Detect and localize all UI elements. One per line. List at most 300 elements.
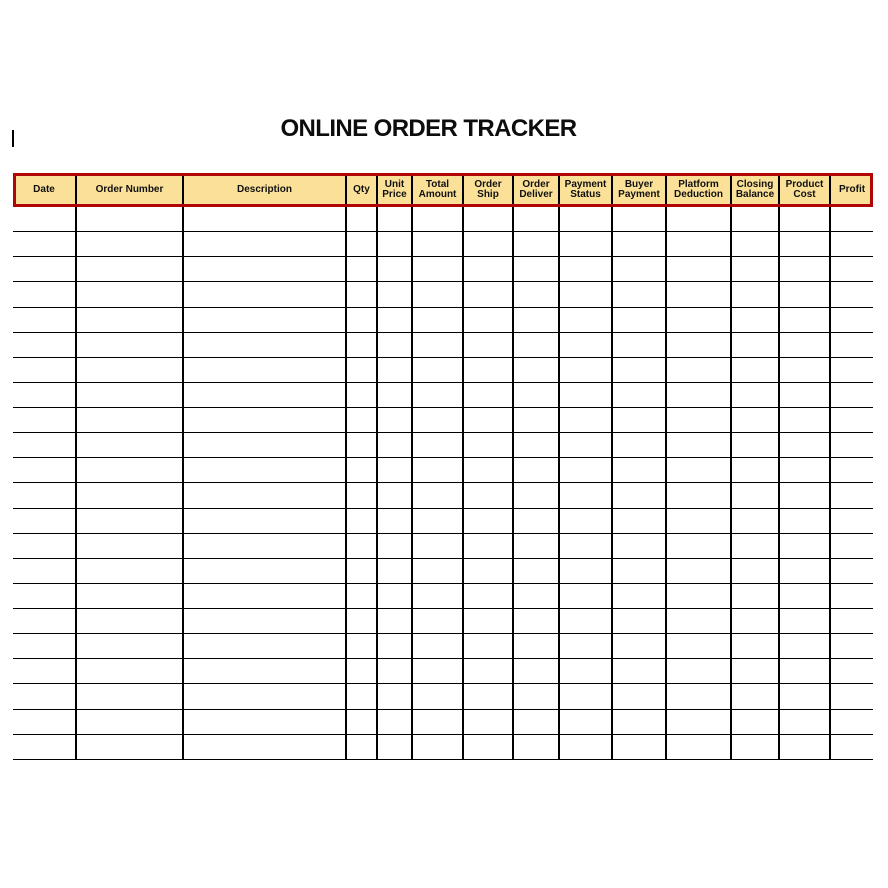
- table-cell[interactable]: [613, 509, 667, 533]
- table-cell[interactable]: [780, 534, 831, 558]
- table-cell[interactable]: [347, 710, 378, 734]
- table-cell[interactable]: [13, 408, 77, 432]
- table-cell[interactable]: [413, 659, 464, 683]
- table-cell[interactable]: [780, 735, 831, 759]
- table-cell[interactable]: [514, 433, 560, 457]
- table-cell[interactable]: [464, 383, 514, 407]
- table-cell[interactable]: [732, 735, 780, 759]
- table-cell[interactable]: [514, 509, 560, 533]
- table-cell[interactable]: [613, 308, 667, 332]
- table-cell[interactable]: [464, 710, 514, 734]
- table-cell[interactable]: [464, 458, 514, 482]
- table-cell[interactable]: [464, 358, 514, 382]
- table-cell[interactable]: [831, 483, 873, 507]
- table-cell[interactable]: [413, 408, 464, 432]
- table-cell[interactable]: [831, 207, 873, 231]
- table-cell[interactable]: [667, 358, 732, 382]
- table-cell[interactable]: [560, 735, 613, 759]
- table-cell[interactable]: [560, 634, 613, 658]
- table-cell[interactable]: [464, 735, 514, 759]
- table-cell[interactable]: [347, 207, 378, 231]
- table-cell[interactable]: [184, 207, 347, 231]
- table-cell[interactable]: [413, 232, 464, 256]
- table-cell[interactable]: [13, 534, 77, 558]
- table-cell[interactable]: [77, 584, 184, 608]
- table-cell[interactable]: [613, 458, 667, 482]
- table-cell[interactable]: [667, 534, 732, 558]
- table-cell[interactable]: [77, 659, 184, 683]
- table-cell[interactable]: [184, 483, 347, 507]
- table-cell[interactable]: [732, 710, 780, 734]
- table-cell[interactable]: [780, 308, 831, 332]
- table-cell[interactable]: [13, 282, 77, 306]
- table-cell[interactable]: [13, 609, 77, 633]
- table-cell[interactable]: [413, 684, 464, 708]
- table-cell[interactable]: [378, 333, 413, 357]
- table-cell[interactable]: [184, 408, 347, 432]
- table-cell[interactable]: [77, 509, 184, 533]
- table-cell[interactable]: [514, 232, 560, 256]
- table-cell[interactable]: [831, 735, 873, 759]
- table-cell[interactable]: [464, 684, 514, 708]
- table-cell[interactable]: [667, 559, 732, 583]
- table-cell[interactable]: [613, 257, 667, 281]
- table-cell[interactable]: [780, 584, 831, 608]
- table-cell[interactable]: [613, 609, 667, 633]
- table-cell[interactable]: [347, 358, 378, 382]
- table-cell[interactable]: [732, 684, 780, 708]
- table-cell[interactable]: [413, 458, 464, 482]
- table-cell[interactable]: [347, 282, 378, 306]
- table-cell[interactable]: [514, 735, 560, 759]
- table-cell[interactable]: [378, 408, 413, 432]
- table-cell[interactable]: [413, 483, 464, 507]
- table-cell[interactable]: [464, 308, 514, 332]
- table-cell[interactable]: [780, 408, 831, 432]
- table-cell[interactable]: [732, 634, 780, 658]
- table-cell[interactable]: [77, 534, 184, 558]
- table-cell[interactable]: [184, 559, 347, 583]
- table-cell[interactable]: [464, 282, 514, 306]
- table-cell[interactable]: [514, 333, 560, 357]
- table-cell[interactable]: [831, 634, 873, 658]
- table-cell[interactable]: [184, 534, 347, 558]
- table-cell[interactable]: [667, 483, 732, 507]
- table-cell[interactable]: [347, 383, 378, 407]
- table-cell[interactable]: [613, 433, 667, 457]
- table-cell[interactable]: [378, 282, 413, 306]
- table-cell[interactable]: [464, 333, 514, 357]
- table-cell[interactable]: [378, 458, 413, 482]
- table-cell[interactable]: [13, 257, 77, 281]
- table-cell[interactable]: [13, 308, 77, 332]
- table-cell[interactable]: [732, 408, 780, 432]
- table-cell[interactable]: [378, 634, 413, 658]
- table-cell[interactable]: [413, 308, 464, 332]
- table-cell[interactable]: [77, 634, 184, 658]
- table-cell[interactable]: [464, 584, 514, 608]
- table-cell[interactable]: [514, 684, 560, 708]
- table-cell[interactable]: [667, 710, 732, 734]
- table-cell[interactable]: [13, 358, 77, 382]
- table-cell[interactable]: [732, 333, 780, 357]
- table-cell[interactable]: [184, 358, 347, 382]
- table-cell[interactable]: [184, 458, 347, 482]
- table-cell[interactable]: [831, 333, 873, 357]
- table-cell[interactable]: [780, 282, 831, 306]
- table-cell[interactable]: [560, 257, 613, 281]
- table-cell[interactable]: [378, 684, 413, 708]
- table-cell[interactable]: [831, 534, 873, 558]
- table-cell[interactable]: [560, 433, 613, 457]
- table-cell[interactable]: [347, 684, 378, 708]
- table-cell[interactable]: [514, 257, 560, 281]
- table-cell[interactable]: [732, 458, 780, 482]
- table-cell[interactable]: [464, 509, 514, 533]
- table-cell[interactable]: [667, 684, 732, 708]
- table-cell[interactable]: [378, 232, 413, 256]
- table-cell[interactable]: [514, 408, 560, 432]
- table-cell[interactable]: [13, 659, 77, 683]
- table-cell[interactable]: [77, 458, 184, 482]
- table-cell[interactable]: [667, 735, 732, 759]
- table-cell[interactable]: [77, 408, 184, 432]
- table-cell[interactable]: [464, 257, 514, 281]
- table-cell[interactable]: [831, 710, 873, 734]
- table-cell[interactable]: [13, 735, 77, 759]
- table-cell[interactable]: [732, 257, 780, 281]
- table-cell[interactable]: [184, 383, 347, 407]
- table-cell[interactable]: [613, 408, 667, 432]
- table-cell[interactable]: [560, 207, 613, 231]
- table-cell[interactable]: [464, 559, 514, 583]
- table-cell[interactable]: [732, 383, 780, 407]
- table-cell[interactable]: [667, 509, 732, 533]
- table-cell[interactable]: [831, 383, 873, 407]
- table-cell[interactable]: [413, 735, 464, 759]
- table-cell[interactable]: [347, 659, 378, 683]
- table-cell[interactable]: [613, 383, 667, 407]
- table-cell[interactable]: [378, 483, 413, 507]
- table-cell[interactable]: [378, 433, 413, 457]
- table-cell[interactable]: [780, 509, 831, 533]
- table-cell[interactable]: [560, 333, 613, 357]
- table-cell[interactable]: [347, 333, 378, 357]
- table-cell[interactable]: [667, 584, 732, 608]
- table-cell[interactable]: [560, 710, 613, 734]
- table-cell[interactable]: [732, 609, 780, 633]
- table-cell[interactable]: [667, 458, 732, 482]
- table-cell[interactable]: [413, 534, 464, 558]
- table-cell[interactable]: [613, 358, 667, 382]
- table-cell[interactable]: [780, 609, 831, 633]
- table-cell[interactable]: [667, 433, 732, 457]
- table-cell[interactable]: [831, 584, 873, 608]
- table-cell[interactable]: [378, 207, 413, 231]
- table-cell[interactable]: [378, 257, 413, 281]
- table-cell[interactable]: [514, 534, 560, 558]
- table-cell[interactable]: [13, 483, 77, 507]
- table-cell[interactable]: [514, 483, 560, 507]
- table-cell[interactable]: [560, 534, 613, 558]
- table-cell[interactable]: [613, 483, 667, 507]
- table-cell[interactable]: [831, 458, 873, 482]
- table-cell[interactable]: [77, 308, 184, 332]
- table-cell[interactable]: [77, 383, 184, 407]
- table-cell[interactable]: [413, 383, 464, 407]
- table-cell[interactable]: [378, 584, 413, 608]
- table-cell[interactable]: [413, 559, 464, 583]
- table-cell[interactable]: [77, 735, 184, 759]
- table-cell[interactable]: [667, 634, 732, 658]
- table-cell[interactable]: [13, 559, 77, 583]
- table-cell[interactable]: [560, 458, 613, 482]
- table-cell[interactable]: [378, 308, 413, 332]
- table-cell[interactable]: [13, 584, 77, 608]
- table-cell[interactable]: [347, 584, 378, 608]
- table-cell[interactable]: [413, 257, 464, 281]
- table-cell[interactable]: [514, 559, 560, 583]
- table-cell[interactable]: [347, 509, 378, 533]
- table-cell[interactable]: [347, 458, 378, 482]
- table-cell[interactable]: [378, 609, 413, 633]
- table-cell[interactable]: [184, 735, 347, 759]
- table-cell[interactable]: [613, 710, 667, 734]
- table-cell[interactable]: [378, 509, 413, 533]
- table-cell[interactable]: [780, 458, 831, 482]
- table-cell[interactable]: [13, 458, 77, 482]
- table-cell[interactable]: [732, 559, 780, 583]
- table-cell[interactable]: [13, 383, 77, 407]
- table-cell[interactable]: [613, 282, 667, 306]
- table-cell[interactable]: [464, 534, 514, 558]
- table-cell[interactable]: [514, 458, 560, 482]
- table-cell[interactable]: [413, 509, 464, 533]
- table-cell[interactable]: [13, 333, 77, 357]
- table-cell[interactable]: [780, 433, 831, 457]
- table-cell[interactable]: [184, 684, 347, 708]
- table-cell[interactable]: [77, 433, 184, 457]
- table-cell[interactable]: [464, 433, 514, 457]
- table-cell[interactable]: [514, 584, 560, 608]
- table-cell[interactable]: [560, 559, 613, 583]
- table-cell[interactable]: [667, 659, 732, 683]
- table-cell[interactable]: [347, 559, 378, 583]
- table-cell[interactable]: [514, 282, 560, 306]
- table-cell[interactable]: [667, 609, 732, 633]
- table-cell[interactable]: [732, 358, 780, 382]
- table-cell[interactable]: [184, 659, 347, 683]
- table-cell[interactable]: [378, 735, 413, 759]
- table-cell[interactable]: [413, 609, 464, 633]
- table-cell[interactable]: [378, 559, 413, 583]
- table-cell[interactable]: [77, 358, 184, 382]
- table-cell[interactable]: [560, 584, 613, 608]
- table-cell[interactable]: [613, 534, 667, 558]
- table-cell[interactable]: [347, 483, 378, 507]
- table-cell[interactable]: [613, 559, 667, 583]
- table-cell[interactable]: [13, 509, 77, 533]
- table-cell[interactable]: [613, 684, 667, 708]
- table-cell[interactable]: [560, 509, 613, 533]
- table-cell[interactable]: [77, 609, 184, 633]
- table-cell[interactable]: [413, 207, 464, 231]
- table-cell[interactable]: [77, 559, 184, 583]
- table-cell[interactable]: [464, 232, 514, 256]
- table-cell[interactable]: [514, 710, 560, 734]
- table-cell[interactable]: [413, 710, 464, 734]
- table-cell[interactable]: [13, 634, 77, 658]
- table-cell[interactable]: [560, 282, 613, 306]
- table-cell[interactable]: [13, 710, 77, 734]
- table-cell[interactable]: [831, 358, 873, 382]
- table-cell[interactable]: [667, 257, 732, 281]
- table-cell[interactable]: [413, 634, 464, 658]
- table-cell[interactable]: [831, 282, 873, 306]
- table-cell[interactable]: [780, 483, 831, 507]
- table-cell[interactable]: [184, 232, 347, 256]
- table-cell[interactable]: [464, 408, 514, 432]
- table-cell[interactable]: [464, 207, 514, 231]
- table-cell[interactable]: [464, 659, 514, 683]
- table-cell[interactable]: [831, 684, 873, 708]
- table-cell[interactable]: [13, 207, 77, 231]
- table-cell[interactable]: [77, 483, 184, 507]
- table-cell[interactable]: [514, 634, 560, 658]
- table-cell[interactable]: [613, 584, 667, 608]
- table-cell[interactable]: [13, 232, 77, 256]
- table-cell[interactable]: [413, 584, 464, 608]
- table-cell[interactable]: [184, 433, 347, 457]
- table-cell[interactable]: [613, 333, 667, 357]
- table-cell[interactable]: [347, 232, 378, 256]
- table-cell[interactable]: [613, 232, 667, 256]
- table-cell[interactable]: [184, 257, 347, 281]
- table-cell[interactable]: [613, 735, 667, 759]
- table-cell[interactable]: [732, 534, 780, 558]
- table-cell[interactable]: [347, 735, 378, 759]
- table-cell[interactable]: [560, 483, 613, 507]
- table-cell[interactable]: [560, 383, 613, 407]
- table-cell[interactable]: [77, 710, 184, 734]
- table-cell[interactable]: [667, 207, 732, 231]
- table-cell[interactable]: [780, 634, 831, 658]
- table-cell[interactable]: [77, 282, 184, 306]
- table-cell[interactable]: [347, 433, 378, 457]
- table-cell[interactable]: [831, 609, 873, 633]
- table-cell[interactable]: [780, 207, 831, 231]
- table-cell[interactable]: [780, 659, 831, 683]
- table-cell[interactable]: [732, 232, 780, 256]
- table-cell[interactable]: [184, 282, 347, 306]
- table-cell[interactable]: [13, 433, 77, 457]
- table-cell[interactable]: [667, 408, 732, 432]
- table-cell[interactable]: [732, 483, 780, 507]
- table-cell[interactable]: [184, 710, 347, 734]
- table-cell[interactable]: [378, 358, 413, 382]
- table-cell[interactable]: [667, 232, 732, 256]
- table-cell[interactable]: [831, 308, 873, 332]
- table-cell[interactable]: [667, 333, 732, 357]
- table-cell[interactable]: [184, 308, 347, 332]
- table-cell[interactable]: [378, 659, 413, 683]
- table-cell[interactable]: [184, 333, 347, 357]
- table-cell[interactable]: [667, 308, 732, 332]
- table-cell[interactable]: [184, 509, 347, 533]
- table-cell[interactable]: [831, 433, 873, 457]
- table-cell[interactable]: [613, 207, 667, 231]
- table-cell[interactable]: [560, 408, 613, 432]
- table-cell[interactable]: [514, 207, 560, 231]
- table-cell[interactable]: [780, 358, 831, 382]
- table-cell[interactable]: [347, 609, 378, 633]
- table-cell[interactable]: [667, 282, 732, 306]
- table-cell[interactable]: [732, 584, 780, 608]
- table-cell[interactable]: [780, 383, 831, 407]
- table-cell[interactable]: [514, 358, 560, 382]
- table-cell[interactable]: [732, 509, 780, 533]
- table-cell[interactable]: [732, 433, 780, 457]
- table-cell[interactable]: [831, 408, 873, 432]
- table-cell[interactable]: [560, 659, 613, 683]
- table-cell[interactable]: [77, 333, 184, 357]
- table-cell[interactable]: [514, 383, 560, 407]
- table-cell[interactable]: [184, 584, 347, 608]
- table-cell[interactable]: [413, 282, 464, 306]
- table-cell[interactable]: [732, 207, 780, 231]
- table-cell[interactable]: [347, 534, 378, 558]
- table-cell[interactable]: [514, 609, 560, 633]
- table-cell[interactable]: [613, 634, 667, 658]
- table-cell[interactable]: [77, 207, 184, 231]
- table-cell[interactable]: [732, 308, 780, 332]
- table-cell[interactable]: [831, 509, 873, 533]
- table-cell[interactable]: [831, 659, 873, 683]
- table-cell[interactable]: [560, 609, 613, 633]
- table-cell[interactable]: [514, 659, 560, 683]
- table-cell[interactable]: [514, 308, 560, 332]
- table-cell[interactable]: [831, 232, 873, 256]
- table-cell[interactable]: [667, 383, 732, 407]
- table-cell[interactable]: [780, 710, 831, 734]
- table-cell[interactable]: [347, 308, 378, 332]
- table-cell[interactable]: [13, 684, 77, 708]
- table-cell[interactable]: [347, 257, 378, 281]
- table-cell[interactable]: [347, 634, 378, 658]
- table-cell[interactable]: [464, 634, 514, 658]
- table-cell[interactable]: [732, 282, 780, 306]
- table-cell[interactable]: [613, 659, 667, 683]
- table-cell[interactable]: [831, 257, 873, 281]
- table-cell[interactable]: [413, 433, 464, 457]
- table-cell[interactable]: [780, 684, 831, 708]
- table-cell[interactable]: [780, 257, 831, 281]
- table-cell[interactable]: [77, 257, 184, 281]
- table-cell[interactable]: [378, 710, 413, 734]
- table-cell[interactable]: [560, 308, 613, 332]
- table-cell[interactable]: [560, 684, 613, 708]
- table-cell[interactable]: [560, 358, 613, 382]
- table-cell[interactable]: [378, 534, 413, 558]
- table-cell[interactable]: [780, 232, 831, 256]
- table-cell[interactable]: [77, 232, 184, 256]
- table-cell[interactable]: [560, 232, 613, 256]
- table-cell[interactable]: [378, 383, 413, 407]
- table-cell[interactable]: [413, 358, 464, 382]
- table-cell[interactable]: [780, 333, 831, 357]
- table-cell[interactable]: [184, 634, 347, 658]
- table-cell[interactable]: [413, 333, 464, 357]
